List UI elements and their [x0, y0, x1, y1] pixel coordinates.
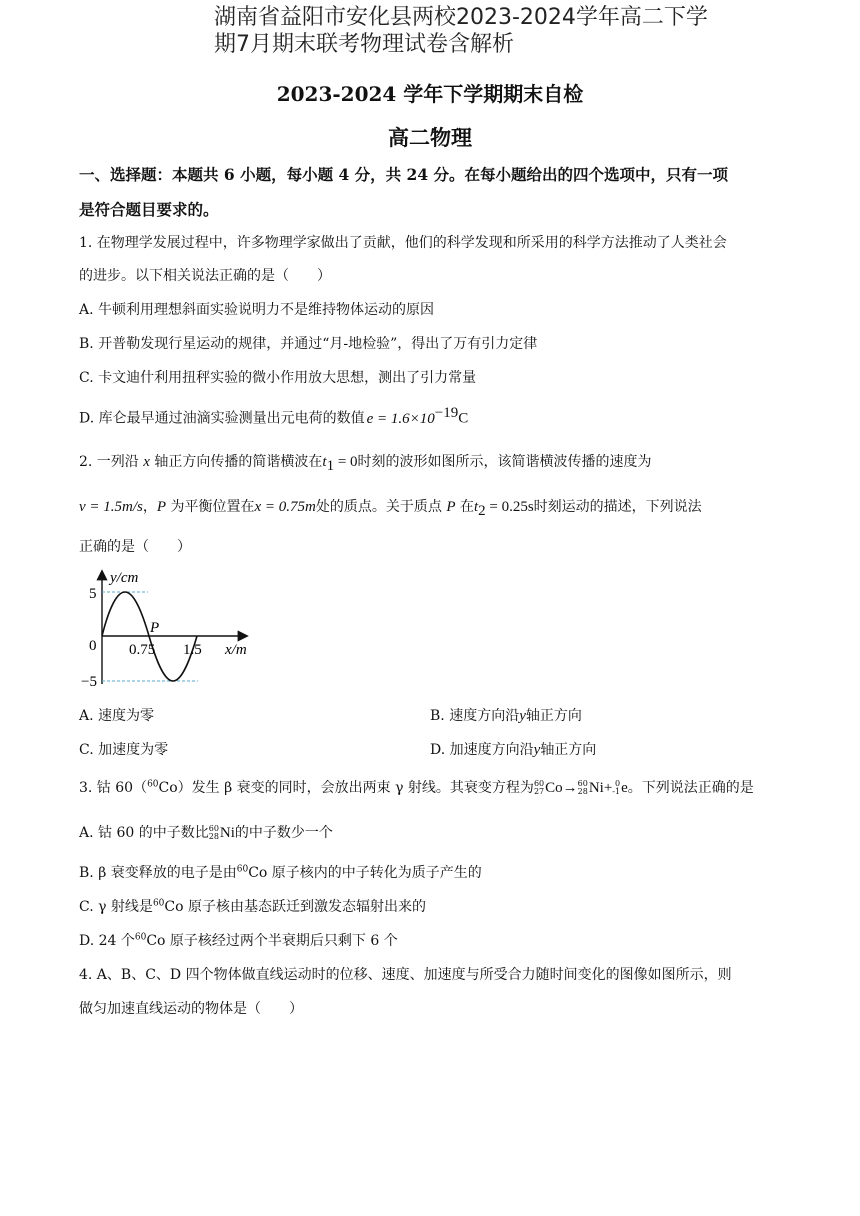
q2-text: 在 — [459, 499, 474, 515]
q4-stem-line2: 做匀加速直线运动的物体是（ ） — [79, 1001, 303, 1017]
q3-option-a-atomic: 28 — [208, 832, 219, 841]
q2-var-t2: t — [473, 499, 479, 515]
q2-option-b-var: y — [519, 708, 526, 724]
q2-text: ， — [142, 499, 157, 515]
exam-heading: 2023-2024 学年下学期期末自检 — [276, 82, 584, 106]
q3-option-a-ni: Ni — [219, 825, 235, 841]
q1-stem-line1: 1. 在物理学发展过程中，许多物理学家做出了贡献，他们的科学发现和所采用的科学方法推动了人类社会 — [79, 235, 727, 251]
q2-text: 时刻的波形如图所示，该简谐横波传播的速度为 — [357, 454, 652, 470]
tick-x-075: 0.75 — [129, 642, 156, 658]
q3-text: Co）发生 β 衰变的同时，会放出两束 γ 射线。其衰变方程为 — [158, 780, 534, 796]
q2-position: x = 0.75m — [254, 499, 316, 515]
q1-option-d — [79, 405, 468, 428]
q1-stem-line2: 的进步。以下相关说法正确的是（ ） — [79, 268, 331, 284]
q3-option-c-end: Co 原子核由基态跃迁到激发态辐射出来的 — [164, 899, 426, 915]
y-axis-label: y/cm — [110, 570, 139, 586]
q3-option-b — [79, 862, 482, 882]
q1-option-d-exponent: −19 — [434, 405, 459, 421]
q3-option-c — [79, 896, 426, 916]
q3-option-b-text: B. β 衰变释放的电子是由 — [79, 865, 237, 881]
q3-eq-ni-atomic: 28 — [577, 787, 588, 796]
q2-text: 2. 一列沿 — [79, 454, 139, 470]
q2-var-p: P — [156, 499, 167, 515]
q3-eq-co-numbers — [534, 780, 544, 796]
q2-text: 处的质点。关于质点 — [315, 499, 442, 515]
q2-t2-value: = 0.25s — [485, 499, 534, 515]
q2-sub-2: 2 — [478, 502, 486, 519]
q3-eq-e-mass: 0 — [615, 779, 621, 788]
q1-option-d-text: D. 库仑最早通过油滴实验测量出元电荷的数值 — [79, 410, 365, 427]
q3-eq-co: Co→ — [545, 780, 578, 796]
section-instructions-line1: 一、选择题：本题共 6 小题，每小题 4 分，共 24 分。在每小题给出的四个选项中，只有一项 — [79, 165, 729, 184]
q3-option-b-end: Co 原子核内的中子转化为质子产生的 — [248, 865, 482, 881]
q3-eq-ni-numbers — [578, 780, 588, 796]
q2-var-t1: t — [322, 454, 327, 470]
q3-option-b-mass: 60 — [236, 864, 249, 875]
q1-option-b: B. 开普勒发现行星运动的规律，并通过“月-地检验”，得出了万有引力定律 — [79, 336, 538, 352]
tick-x-15: 1.5 — [183, 642, 202, 658]
q3-option-a-text: A. 钴 60 的中子数比 — [79, 825, 209, 841]
q2-option-b-text: B. 速度方向沿 — [430, 708, 520, 724]
q3-stem — [79, 777, 754, 797]
q3-option-d-end: Co 原子核经过两个半衰期后只剩下 6 个 — [146, 933, 398, 949]
q2-speed: v = 1.5m/s — [79, 499, 143, 515]
q3-option-c-mass: 60 — [152, 898, 165, 909]
tick-y-neg: −5 — [81, 674, 97, 690]
q2-text: 为平衡位置在 — [170, 499, 255, 515]
q3-option-d — [79, 930, 398, 950]
origin-label: 0 — [89, 638, 97, 654]
q2-option-b — [430, 705, 582, 725]
q3-eq-e-numbers — [612, 780, 620, 796]
q3-eq-co-atomic: 27 — [533, 787, 545, 796]
q2-t1-value: = 0 — [334, 454, 358, 470]
q3-text: 。下列说法正确的是 — [627, 780, 754, 796]
q2-var-x: x — [143, 454, 150, 470]
document-title-line1: 湖南省益阳市安化县两校2023-2024学年高二下学 — [214, 5, 708, 30]
q3-option-a — [79, 822, 333, 842]
exam-subject: 高二物理 — [388, 125, 472, 150]
q2-stem-line3: 正确的是（ ） — [79, 539, 191, 555]
q2-text: 时刻运动的描述，下列说法 — [533, 499, 702, 515]
q3-eq-co-mass: 60 — [533, 779, 545, 788]
q3-eq-e-charge: -1 — [612, 787, 621, 796]
q1-option-d-value: e = 1.6×10 — [366, 410, 435, 427]
tick-y-pos: 5 — [89, 586, 97, 602]
q1-option-d-unit: C — [458, 410, 469, 427]
q2-option-b-end: 轴正方向 — [525, 708, 582, 724]
point-p-label: P — [150, 620, 160, 636]
q2-var-p: P — [446, 499, 456, 515]
q3-option-d-text: D. 24 个 — [79, 933, 135, 949]
x-axis-label: x/m — [225, 642, 247, 658]
q3-option-a-numbers — [209, 825, 219, 841]
q2-stem-line2 — [79, 496, 702, 520]
q2-option-d — [430, 739, 596, 759]
q1-option-a: A. 牛顿利用理想斜面实验说明力不是维持物体运动的原因 — [79, 302, 435, 318]
q4-stem-line1: 4. A、B、C、D 四个物体做直线运动时的位移、速度、加速度与所受合力随时间变化的图像如图所示，则 — [79, 967, 732, 983]
q2-option-d-text: D. 加速度方向沿 — [430, 742, 534, 758]
q2-option-a: A. 速度为零 — [79, 708, 155, 724]
q2-option-d-end: 轴正方向 — [540, 742, 597, 758]
q2-sub-1: 1 — [326, 457, 335, 474]
section-instructions-line2: 是符合题目要求的。 — [79, 200, 219, 219]
document-title-line2: 期7月期末联考物理试卷含解析 — [214, 32, 514, 57]
q2-option-d-var: y — [533, 742, 541, 758]
q3-option-c-text: C. γ 射线是 — [79, 899, 153, 915]
q1-option-c: C. 卡文迪什利用扭秤实验的微小作用放大思想，测出了引力常量 — [79, 370, 477, 386]
q3-option-a-end: 的中子数少一个 — [234, 825, 333, 841]
wave-graph — [78, 564, 268, 694]
q3-mass-number: 60 — [147, 779, 159, 790]
q3-option-d-mass: 60 — [134, 932, 147, 943]
q3-option-a-mass: 60 — [208, 824, 219, 833]
q3-eq-e: e — [621, 780, 628, 796]
q2-stem-line1 — [79, 451, 652, 475]
q3-eq-ni: Ni+ — [588, 780, 613, 796]
q2-option-c: C. 加速度为零 — [79, 742, 169, 758]
q3-text: 3. 钴 60（ — [79, 780, 148, 796]
q2-text: 轴正方向传播的简谐横波在 — [154, 454, 323, 470]
q3-eq-ni-mass: 60 — [577, 779, 588, 788]
